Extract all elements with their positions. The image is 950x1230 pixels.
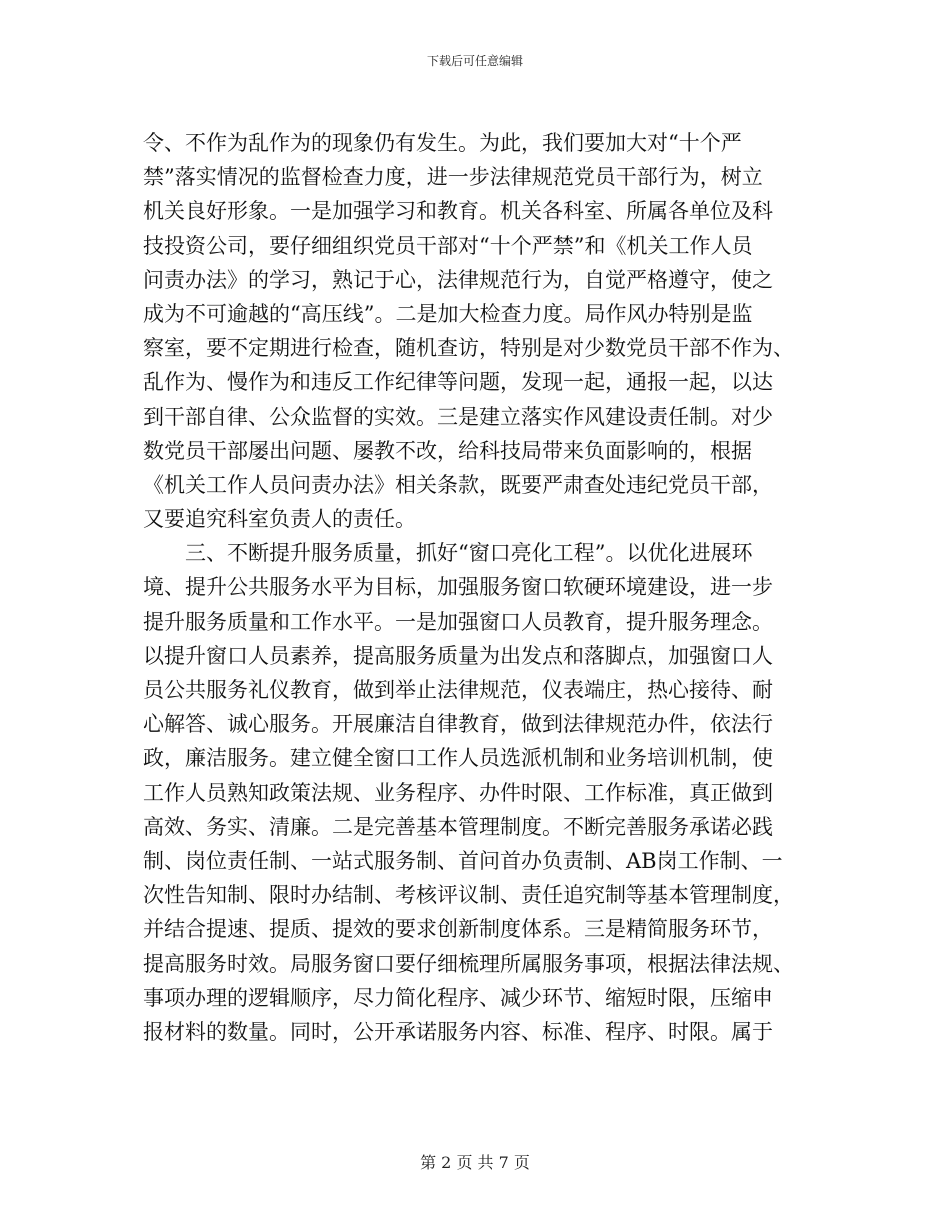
text-line: 高效、务实、清廉。二是完善基本管理制度。不断完善服务承诺必践 xyxy=(143,814,773,839)
text-line: 次性告知制、限时办结制、考核评议制、责任追究制等基本管理制度， xyxy=(143,883,794,908)
text-line: 《机关工作人员问责办法》相关条款，既要严肃查处违纪党员干部， xyxy=(143,472,773,497)
page-number: 第 2 页 共 7 页 xyxy=(420,1153,530,1172)
text-line: 问责办法》的学习，熟记于心，法律规范行为，自觉严格遵守，使之 xyxy=(143,267,773,292)
text-line: 事项办理的逻辑顺序，尽力简化程序、减少环节、缩短时限，压缩申 xyxy=(143,985,773,1010)
text-line: 报材料的数量。同时，公开承诺服务内容、标准、程序、时限。属于 xyxy=(143,1019,773,1044)
text-line: 提升服务质量和工作水平。一是加强窗口人员教育，提升服务理念。 xyxy=(143,609,773,634)
text-line: 以提升窗口人员素养，提高服务质量为出发点和落脚点，加强窗口人 xyxy=(143,643,773,668)
text-line: 并结合提速、提质、提效的要求创新制度体系。三是精简服务环节， xyxy=(143,917,773,942)
paragraph-start-line: 三、不断提升服务质量，抓好“窗口亮化工程”。以优化进展环 xyxy=(185,541,753,566)
body-text xyxy=(143,126,813,1049)
text-line: 境、提升公共服务水平为目标，加强服务窗口软硬环境建设，进一步 xyxy=(143,575,773,600)
text-line: 令、不作为乱作为的现象仍有发生。为此，我们要加大对“十个严 xyxy=(143,131,742,155)
text-line: 乱作为、慢作为和违反工作纪律等问题，发现一起，通报一起，以达 xyxy=(143,370,773,395)
text-line: 制、岗位责任制、一站式服务制、首问首办负责制、AB岗工作制、一 xyxy=(143,848,783,873)
text-line: 技投资公司，要仔细组织党员干部对“十个严禁”和《机关工作人员 xyxy=(143,233,753,258)
text-line: 政，廉洁服务。建立健全窗口工作人员选派机制和业务培训机制，使 xyxy=(143,746,773,771)
text-line: 到干部自律、公众监督的实效。三是建立落实作风建设责任制。对少 xyxy=(143,404,773,429)
text-line: 机关良好形象。一是加强学习和教育。机关各科室、所属各单位及科 xyxy=(143,199,773,224)
text-line: 提高服务时效。局服务窗口要仔细梳理所属服务事项，根据法律法规、 xyxy=(143,951,794,976)
text-line: 察室，要不定期进行检查，随机查访，特别是对少数党员干部不作为、 xyxy=(143,336,794,361)
page-header: 下载后可任意编辑 xyxy=(426,54,523,68)
text-line: 员公共服务礼仪教育，做到举止法律规范，仪表端庄，热心接待、耐 xyxy=(143,678,773,702)
text-line: 成为不可逾越的“高压线”。二是加大检查力度。局作风办特别是监 xyxy=(143,301,753,326)
text-line: 心解答、诚心服务。开展廉洁自律教育，做到法律规范办件，依法行 xyxy=(143,712,773,737)
text-line: 数党员干部屡出问题、屡教不改，给科技局带来负面影响的，根据 xyxy=(143,438,752,463)
text-line: 工作人员熟知政策法规、业务程序、办件时限、工作标准，真正做到 xyxy=(143,780,773,805)
text-line: 又要追究科室负责人的责任。 xyxy=(143,507,416,532)
text-line: 禁”落实情况的监督检查力度，进一步法律规范党员干部行为，树立 xyxy=(143,165,763,190)
